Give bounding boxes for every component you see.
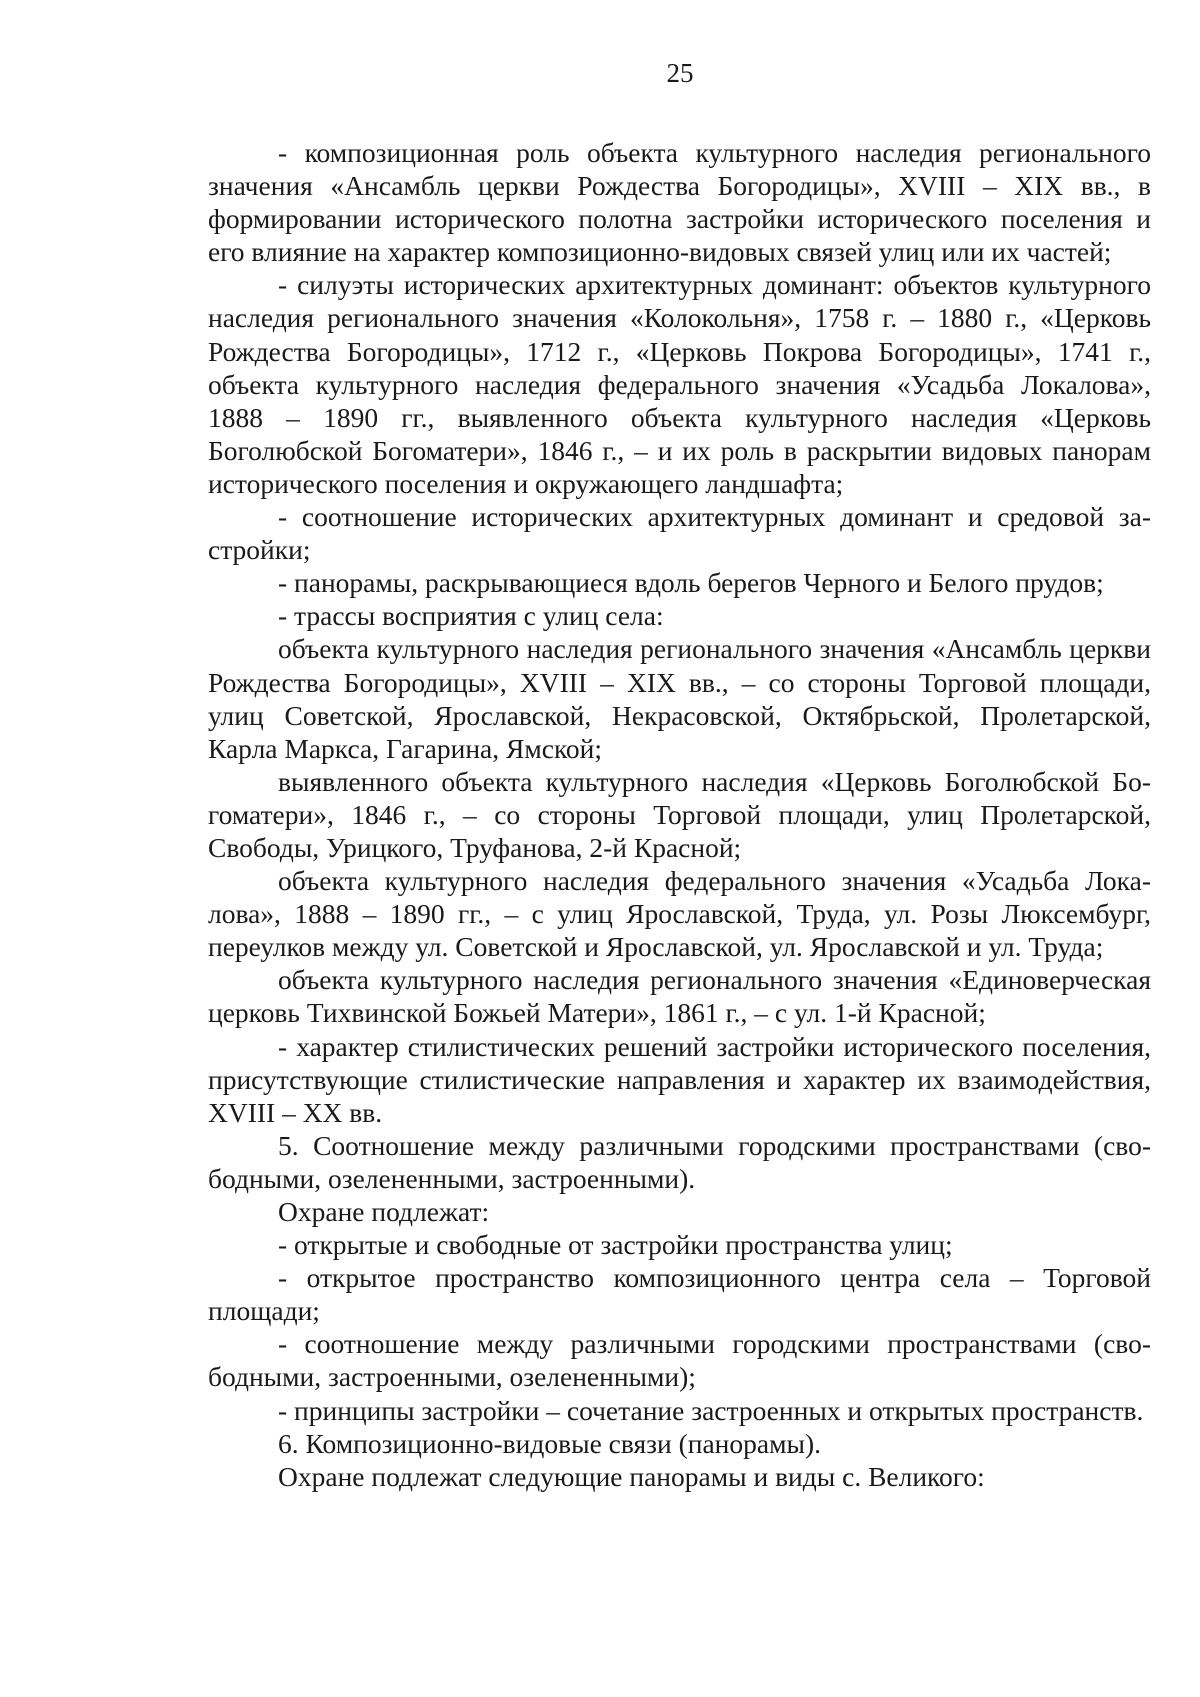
paragraph: - трассы восприятия с улиц села: bbox=[278, 600, 664, 632]
paragraph: объекта культурного наследия регионального значения «Единоверческая церковь Тихвинской Божьей Матери», 1861 г., – с ул. 1-й Красной; bbox=[208, 964, 1151, 1029]
paragraph: - принципы застройки – сочетание застроенных и открытых пространств. bbox=[278, 1394, 1144, 1426]
paragraph: - соотношение между различными городскими пространствами (свободными, застроенными, озелененными); bbox=[208, 1328, 1151, 1393]
paragraph: объекта культурного наследия федерального значения «Усадьба Локалова», 1888 – 1890 гг., – с улиц Ярославской, Труда, ул. Розы Люксембург, переулков между ул. Советской и Ярославской, ул. Ярославской и ул. Труда; bbox=[208, 865, 1151, 963]
paragraph: - соотношение исторических архитектурных доминант и средовой застройки; bbox=[208, 501, 1151, 566]
document-body bbox=[208, 136, 1151, 1493]
paragraph: - характер стилистических решений застройки исторического поселения, присутствующие стилистические направления и характер их взаимодействия, XVIII – XX вв. bbox=[208, 1030, 1151, 1128]
paragraph: 5. Соотношение между различными городскими пространствами (свободными, озелененными, застроенными). bbox=[208, 1129, 1151, 1194]
paragraph: 6. Композиционно-видовые связи (панорамы). bbox=[278, 1427, 822, 1459]
paragraph: Охране подлежат: bbox=[278, 1196, 490, 1227]
paragraph: - композиционная роль объекта культурного наследия регионального значения «Ансамбль церкви Рождества Богородицы», XVIII – XIX вв., в формировании исторического полотна застройки исторического поселения и его влияние на характер композиционно-видовых связей улиц или их частей; bbox=[208, 137, 1151, 268]
page-number: 25 bbox=[666, 58, 694, 88]
paragraph: - открытое пространство композиционного центра села – Торговой площади; bbox=[208, 1262, 1151, 1327]
paragraph: - панорамы, раскрывающиеся вдоль берегов Черного и Белого прудов; bbox=[278, 567, 1104, 599]
paragraph: выявленного объекта культурного наследия «Церковь Боголюбской Богоматери», 1846 г., – со стороны Торговой площади, улиц Пролетарской, Свободы, Урицкого, Труфанова, 2-й Красной; bbox=[208, 765, 1151, 863]
paragraph: объекта культурного наследия регионального значения «Ансамбль церкви Рождества Богородицы», XVIII – XIX вв., – со стороны Торговой площади, улиц Советской, Ярославской, Некрасовской, Октябрьской, Пролетарской, Карла Маркса, Гагарина, Ямской; bbox=[208, 633, 1151, 764]
paragraph: Охране подлежат следующие панорамы и виды с. Великого: bbox=[278, 1460, 985, 1492]
paragraph: - силуэты исторических архитектурных доминант: объектов культурного наследия регионального значения «Колокольня», 1758 г. – 1880 г., «Церковь Рождества Богородицы», 1712 г., «Церковь Покрова Богородицы», 1741 г., объекта культурного наследия федерального значения «Усадьба Локалова», 1888 – 1890 гг., выявленного объекта культурного наследия «Церковь Боголюбской Богоматери», 1846 г., – и их роль в раскрытии видовых панорам исторического поселения и окружающего ландшафта; bbox=[208, 269, 1151, 499]
paragraph: - открытые и свободные от застройки пространства улиц; bbox=[278, 1229, 953, 1261]
